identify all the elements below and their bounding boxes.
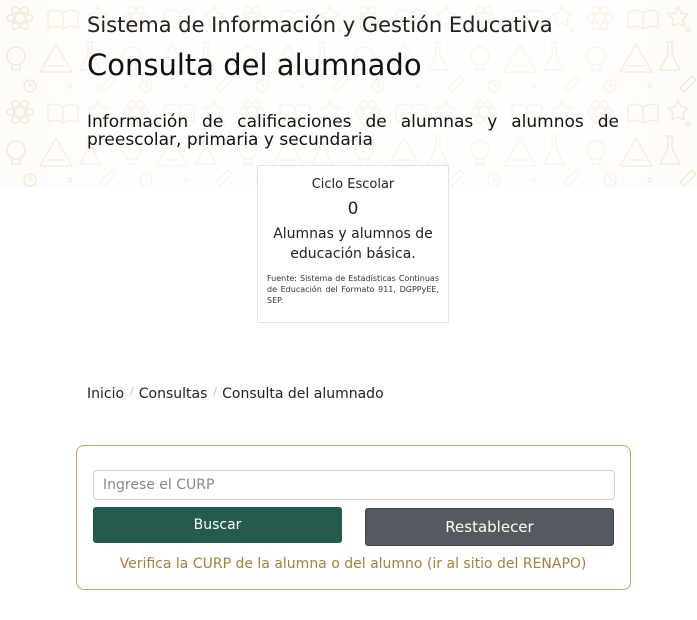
breadcrumb-item-inicio[interactable]: Inicio [87,386,125,402]
page-subtitle: Información de calificaciones de alumnas y alumnos de preescolar, primaria y secundaria [87,112,619,150]
data-source-note: Fuente: Sistema de Estadísticas Continuas de Educación del Formato 911, DGPPyEE, SEP. [267,274,439,305]
breadcrumb-item-consultas[interactable]: Consultas [138,386,208,402]
school-cycle-card [257,165,449,323]
student-count-description: Alumnas y alumnos de educación básica. [273,226,433,262]
breadcrumb-separator: / [213,385,218,398]
breadcrumb-separator: / [130,385,134,398]
header-banner [0,0,697,188]
curp-search-panel [76,445,631,590]
student-count: 0 [347,199,359,219]
curp-input[interactable] [93,470,615,500]
system-title: Sistema de Información y Gestión Educativa [87,13,553,37]
renapo-verify-link[interactable]: Verifica la CURP de la alumna o del alumno (ir al sitio del RENAPO) [119,556,587,572]
breadcrumb-item-current: Consulta del alumnado [222,386,384,402]
school-cycle-label: Ciclo Escolar [311,177,395,192]
breadcrumb [87,386,384,402]
page-title: Consulta del alumnado [87,48,422,82]
reset-button[interactable]: Restablecer [365,508,614,546]
search-button[interactable]: Buscar [93,507,342,543]
